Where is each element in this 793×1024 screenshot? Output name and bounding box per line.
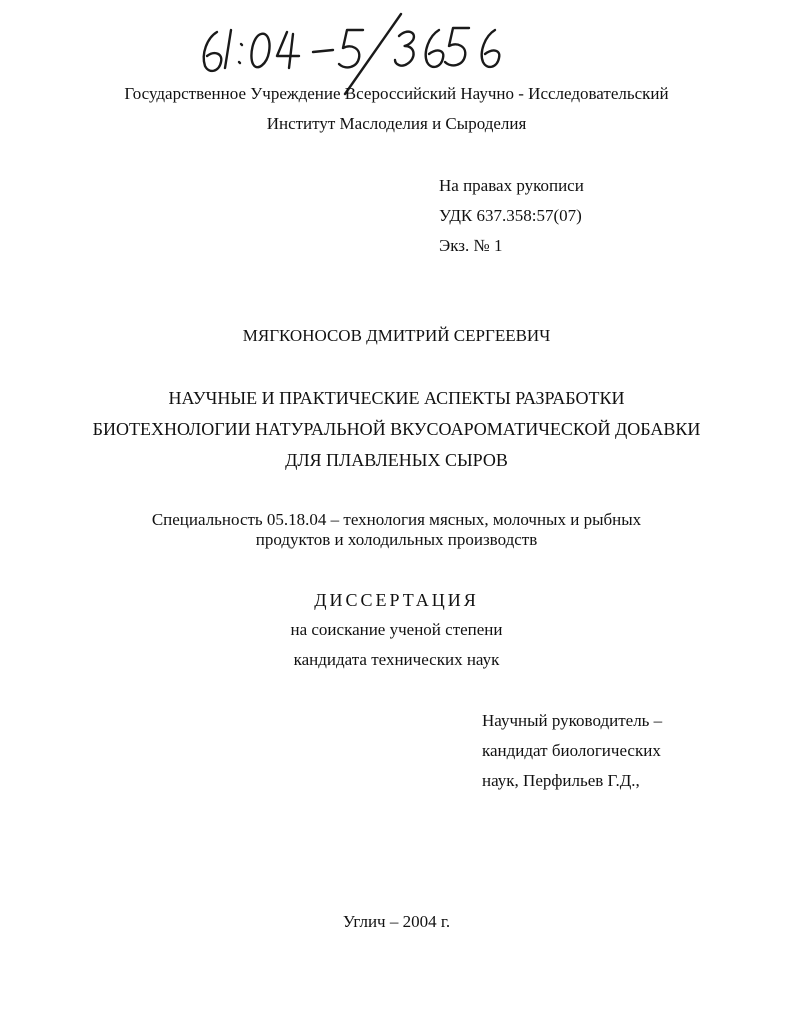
title-line-3: ДЛЯ ПЛАВЛЕНЫХ СЫРОВ	[285, 450, 508, 470]
supervisor-line-2: кандидат биологических	[482, 741, 661, 760]
copy-number: Экз. № 1	[439, 236, 503, 255]
supervisor-line-1: Научный руководитель –	[482, 711, 663, 730]
manuscript-rights: На правах рукописи	[439, 176, 584, 195]
institution-line-1: Государственное Учреждение Всероссийский Научно - Исследовательский	[124, 84, 669, 103]
specialty-line-1: Специальность 05.18.04 – технология мясных, молочных и рыбных	[151, 510, 642, 529]
institution-line-2: Институт Маслоделия и Сыроделия	[266, 114, 527, 133]
place-and-year: Углич – 2004 г.	[342, 912, 451, 931]
dissertation-heading: ДИССЕРТАЦИЯ	[314, 590, 479, 610]
author-name: МЯГКОНОСОВ ДМИТРИЙ СЕРГЕЕВИЧ	[242, 326, 551, 345]
specialty-line-2: продуктов и холодильных производств	[255, 530, 538, 549]
degree-line-1: на соискание ученой степени	[290, 620, 503, 639]
udk-code: УДК 637.358:57(07)	[439, 206, 582, 225]
supervisor-line-3: наук, Перфильев Г.Д.,	[482, 771, 640, 790]
title-line-1: НАУЧНЫЕ И ПРАКТИЧЕСКИЕ АСПЕКТЫ РАЗРАБОТКИ	[168, 388, 625, 408]
title-line-2: БИОТЕХНОЛОГИИ НАТУРАЛЬНОЙ ВКУСОАРОМАТИЧЕСКОЙ ДОБАВКИ	[92, 419, 701, 439]
degree-line-2: кандидата технических наук	[293, 650, 500, 669]
